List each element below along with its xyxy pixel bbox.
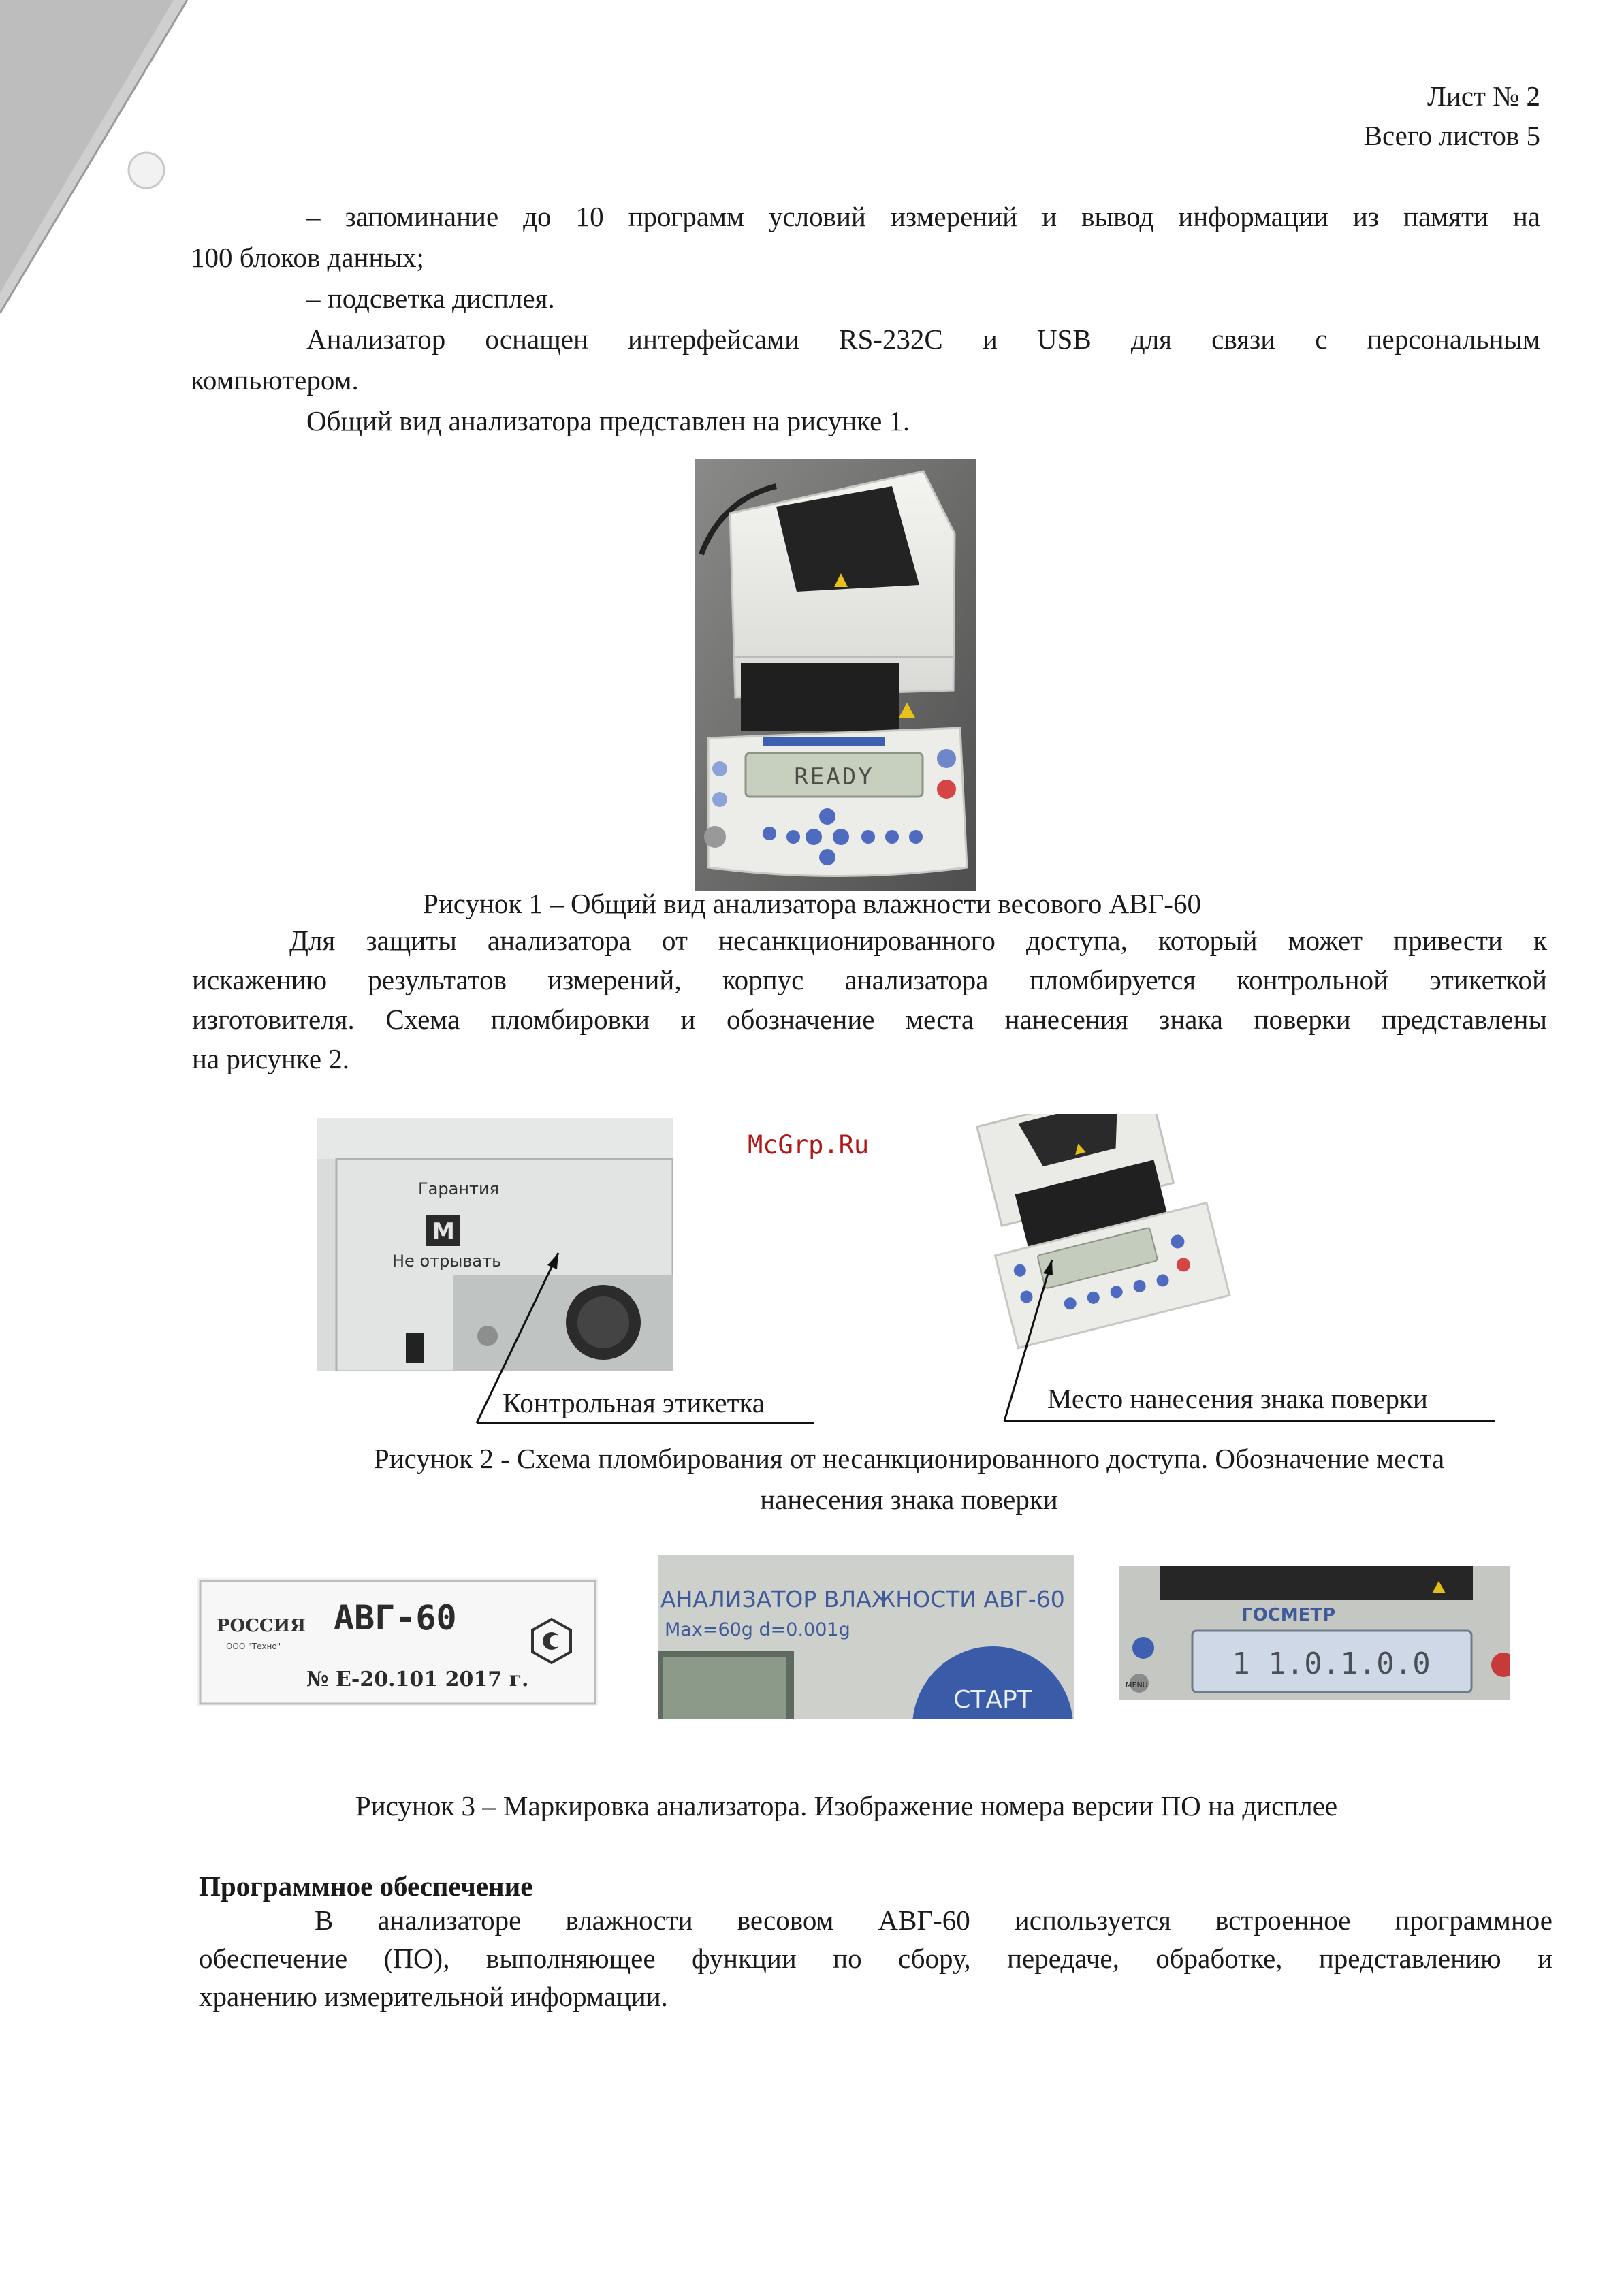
interfaces-line1: Анализатор оснащен интерфейсами RS-232C и USB для связи с персональным (306, 323, 1540, 355)
label-control-sticker: Контрольная этикетка (503, 1387, 765, 1418)
figure1-caption: Рисунок 1 – Общий вид анализатора влажности весового АВГ-60 (423, 888, 1201, 919)
svg-text:АВГ-60: АВГ-60 (334, 1598, 457, 1638)
figure3-nameplate-photo (197, 1578, 598, 1706)
svg-text:Гарантия: Гарантия (418, 1179, 499, 1198)
figure2-caption (259, 1438, 1559, 1520)
general-view-text: Общий вид анализатора представлен на рисунке 1. (306, 405, 910, 436)
bullet-memory-line2: 100 блоков данных; (191, 242, 424, 273)
svg-text:1 1.0.1.0.0: 1 1.0.1.0.0 (1232, 1646, 1431, 1681)
svg-text:РОССИЯ: РОССИЯ (217, 1616, 306, 1636)
sheet-number: Лист № 2 (1427, 80, 1540, 112)
software-line3: хранению измерительной информации. (199, 1981, 668, 2012)
figure2-caption-line1: Рисунок 2 - Схема пломбирования от несанкционированного доступа. Обозначение места (373, 1443, 1445, 1474)
svg-text:№ Е-20.101 2017 г.: № Е-20.101 2017 г. (306, 1668, 529, 1691)
svg-text:Max=60g d=0.001g: Max=60g d=0.001g (665, 1619, 850, 1640)
software-heading: Программное обеспечение (199, 1870, 533, 1902)
figure2-caption-line2: нанесения знака поверки (760, 1484, 1058, 1515)
software-line1: В анализаторе влажности весовом АВГ-60 используется встроенное программное (315, 1905, 1553, 1936)
protection-line3: изготовителя. Схема пломбировки и обозначение места нанесения знака поверки представлены (192, 1004, 1547, 1035)
svg-text:READY: READY (794, 763, 874, 791)
figure3-front-panel-photo (658, 1555, 1074, 1719)
figure3-caption: Рисунок 3 – Маркировка анализатора. Изображение номера версии ПО на дисплее (355, 1790, 1338, 1821)
svg-text:Не отрывать: Не отрывать (392, 1252, 502, 1271)
figure3-display-photo (1119, 1566, 1510, 1700)
svg-text:СТАРТ: СТАРТ (953, 1686, 1032, 1714)
software-paragraph (199, 1901, 1553, 2016)
label-verification-mark-place: Место нанесения знака поверки (1047, 1383, 1428, 1414)
protection-line1: Для защиты анализатора от несанкционированного доступа, который может привести к (289, 925, 1547, 956)
bullet-memory-line1: – запоминание до 10 программ условий измерений и вывод информации из памяти на (306, 201, 1540, 232)
svg-text:ГОСМЕТР: ГОСМЕТР (1241, 1605, 1336, 1625)
svg-text:MENU: MENU (1126, 1680, 1148, 1689)
svg-text:АНАЛИЗАТОР ВЛАЖНОСТИ АВГ-60: АНАЛИЗАТОР ВЛАЖНОСТИ АВГ-60 (660, 1586, 1065, 1612)
interfaces-line2: компьютером. (191, 364, 359, 396)
svg-text:ООО "Техно": ООО "Техно" (226, 1642, 281, 1651)
protection-line2: искажению результатов измерений, корпус анализатора пломбируется контрольной этикеткой (192, 964, 1547, 995)
watermark: McGrp.Ru (748, 1130, 870, 1160)
software-line2: обеспечение (ПО), выполняющее функции по сбору, передаче, обработке, представлению и (199, 1943, 1553, 1974)
svg-text:M: M (432, 1218, 455, 1245)
total-sheets: Всего листов 5 (1363, 120, 1540, 151)
bullet-backlight: – подсветка дисплея. (306, 283, 555, 314)
protection-line4: на рисунке 2. (192, 1043, 350, 1074)
power-icon (1132, 1637, 1154, 1659)
